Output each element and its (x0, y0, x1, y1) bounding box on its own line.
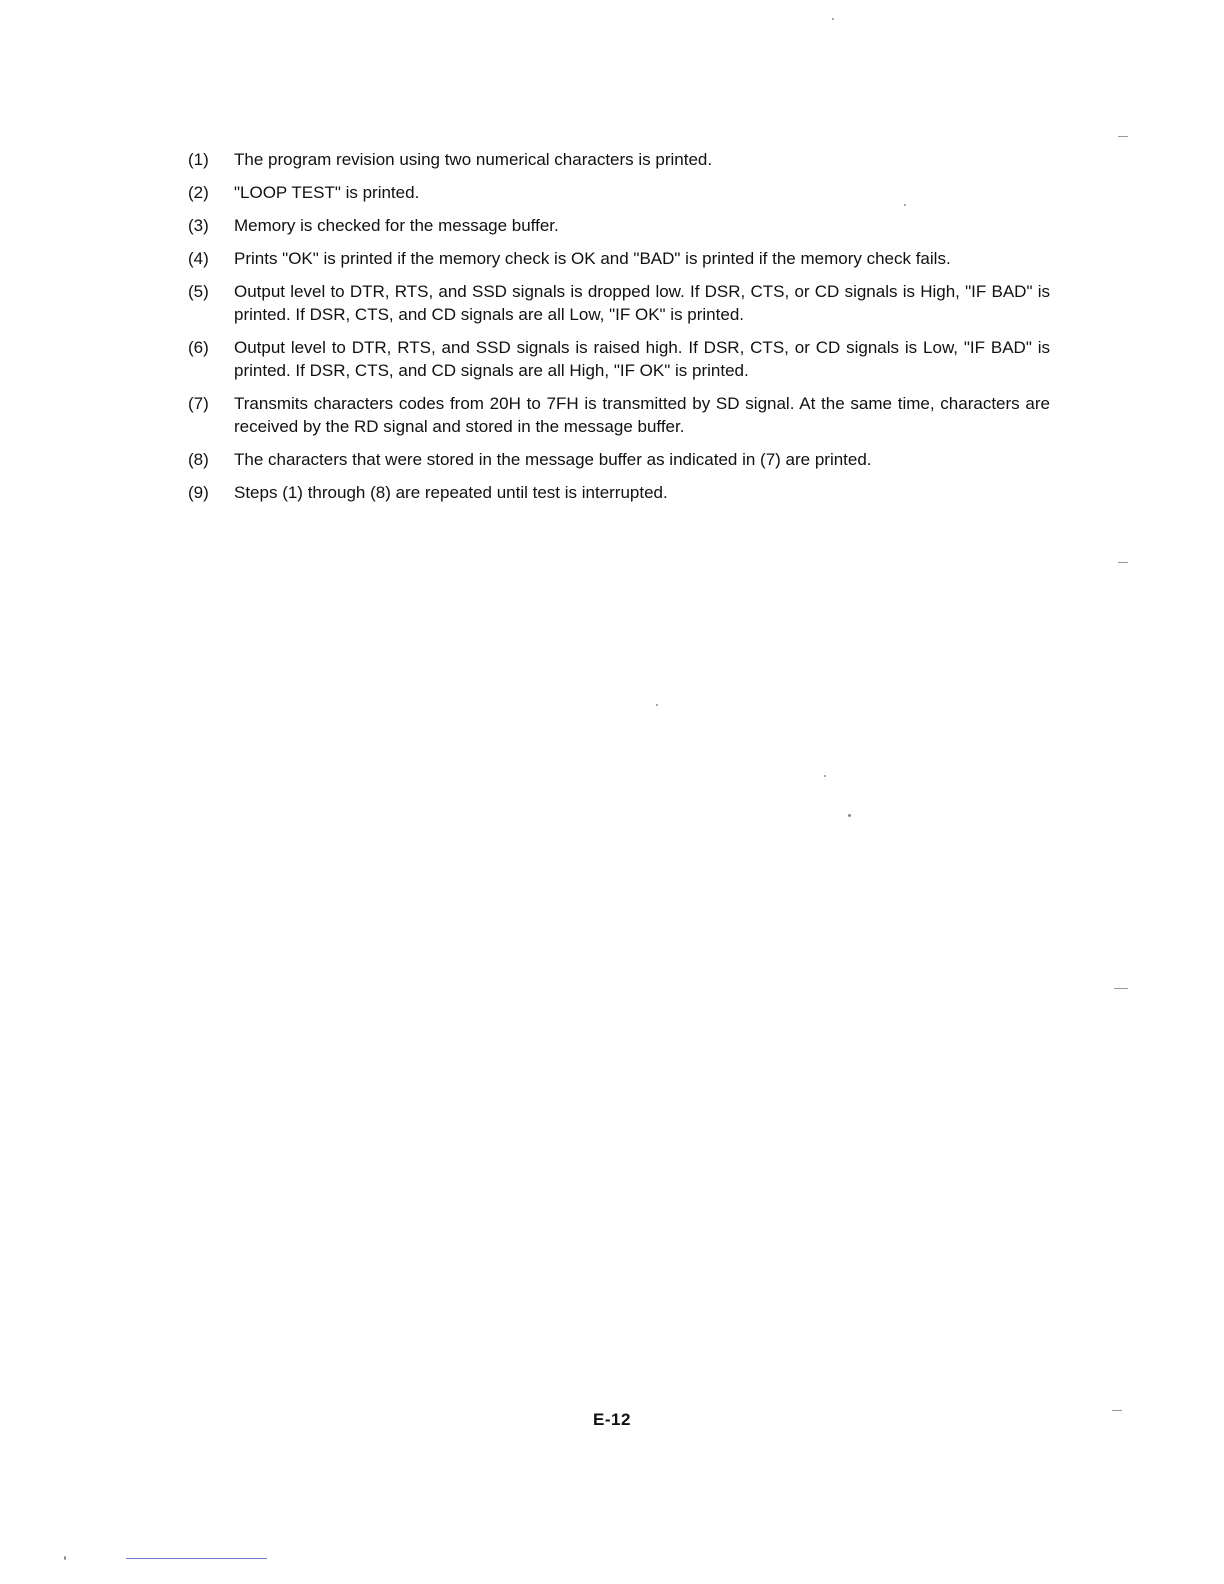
footer-rule (126, 1558, 267, 1559)
step-text: The characters that were stored in the message buffer as indicated in (7) are printed. (234, 450, 872, 469)
step-text: The program revision using two numerical characters is printed. (234, 150, 713, 169)
procedure-step (188, 481, 1050, 504)
step-number: (1) (188, 150, 209, 169)
scan-speck (824, 775, 826, 777)
scan-speck (832, 18, 834, 20)
scan-mark (1114, 988, 1128, 989)
step-text: Transmits characters codes from 20H to 7FH is transmitted by SD signal. At the same time, characters are received by the RD signal and stored in the message buffer. (234, 394, 1050, 436)
step-number: (4) (188, 249, 209, 268)
procedure-step (188, 392, 1050, 438)
scan-mark (1118, 136, 1128, 137)
scan-speck (904, 204, 906, 206)
procedure-step (188, 448, 1050, 471)
scan-speck (656, 704, 658, 706)
scan-mark (1118, 562, 1128, 563)
procedure-step (188, 214, 1050, 237)
scan-speck (64, 1556, 66, 1560)
step-text: Memory is checked for the message buffer. (234, 216, 559, 235)
step-number: (9) (188, 483, 209, 502)
procedure-step (188, 148, 1050, 171)
page-number: E-12 (593, 1410, 631, 1429)
step-text: Output level to DTR, RTS, and SSD signals is raised high. If DSR, CTS, or CD signals is Low, "IF BAD" is printed. If DSR, CTS, and CD signals are all High, "IF OK" is printed. (234, 338, 1050, 380)
procedure-step-list (188, 148, 1050, 514)
step-number: (6) (188, 338, 209, 357)
step-number: (3) (188, 216, 209, 235)
step-text: Steps (1) through (8) are repeated until test is interrupted. (234, 483, 668, 502)
step-text: Prints "OK" is printed if the memory check is OK and "BAD" is printed if the memory check fails. (234, 249, 951, 268)
procedure-step (188, 181, 1050, 204)
scan-speck (848, 814, 851, 817)
scan-mark (1112, 1410, 1122, 1411)
step-text: "LOOP TEST" is printed. (234, 183, 420, 202)
step-number: (7) (188, 394, 209, 413)
procedure-step (188, 336, 1050, 382)
step-text: Output level to DTR, RTS, and SSD signals is dropped low. If DSR, CTS, or CD signals is High, "IF BAD" is printed. If DSR, CTS, and CD signals are all Low, "IF OK" is printed. (234, 282, 1050, 324)
step-number: (8) (188, 450, 209, 469)
procedure-step (188, 247, 1050, 270)
step-number: (2) (188, 183, 209, 202)
procedure-step (188, 280, 1050, 326)
step-number: (5) (188, 282, 209, 301)
